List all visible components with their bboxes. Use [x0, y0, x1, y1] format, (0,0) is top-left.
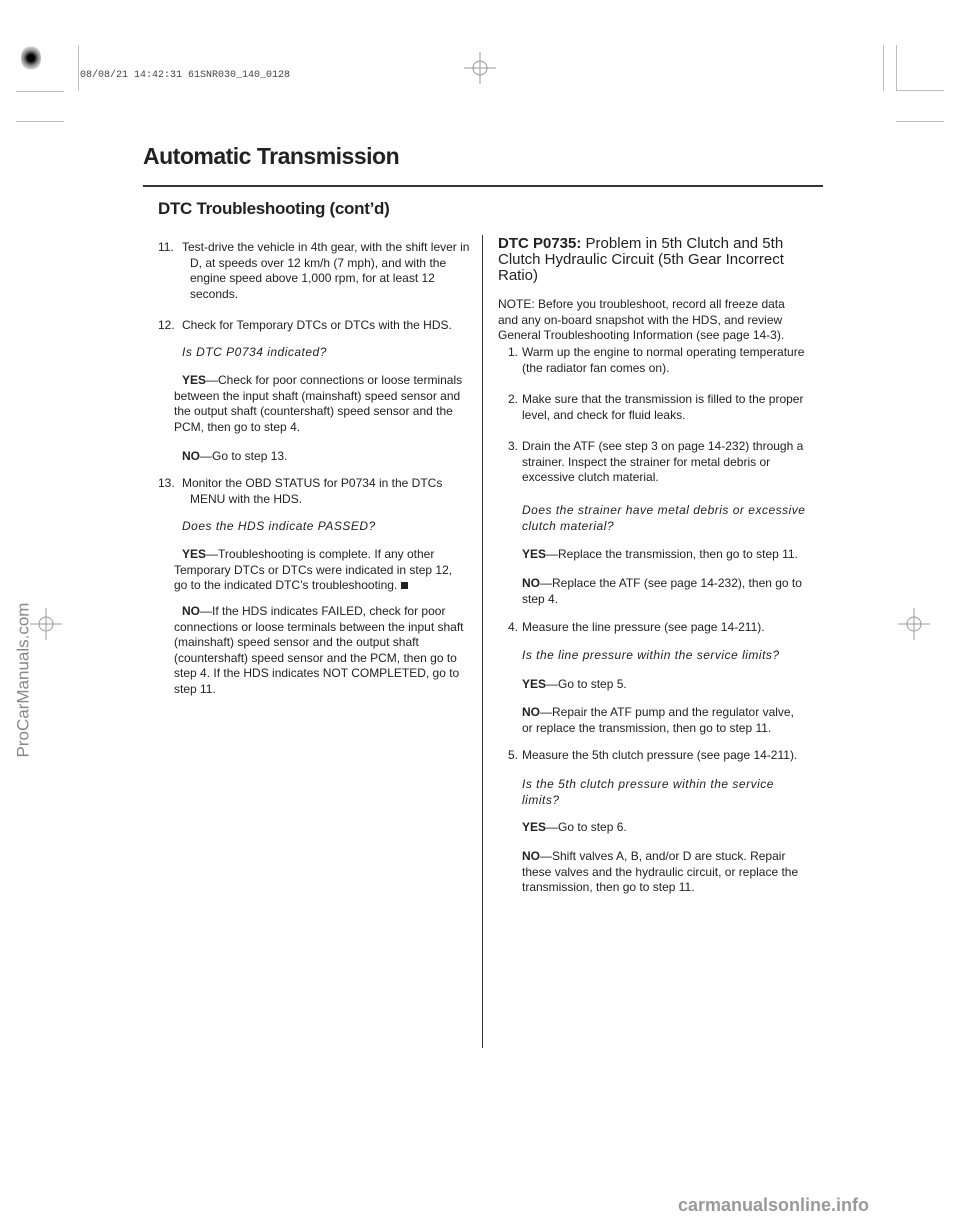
step-number: 4. — [508, 620, 519, 634]
no-label: NO — [522, 576, 540, 590]
side-watermark: ProCarManuals.com — [13, 602, 33, 758]
section-subtitle: DTC Troubleshooting (cont’d) — [158, 199, 390, 218]
question: Does the HDS indicate PASSED? — [182, 519, 376, 533]
dtc-code: DTC P0735: — [498, 235, 582, 252]
step-5: Measure the 5th clutch pressure (see page 14-211). — [522, 748, 798, 762]
dtc-heading — [498, 236, 808, 284]
question: Is DTC P0734 indicated? — [182, 345, 327, 359]
yes-answer: YES—Replace the transmission, then go to step 11. — [522, 547, 798, 561]
no-label: NO — [182, 449, 200, 463]
step-12: Check for Temporary DTCs or DTCs with the HDS. — [182, 318, 452, 332]
no-answer: NO—Go to step 13. — [182, 449, 288, 463]
answer-text: Go to step 5. — [558, 677, 627, 691]
yes-answer: YES—Go to step 5. — [522, 677, 627, 691]
step-number: 12. — [158, 318, 175, 332]
answer-text: Troubleshooting is complete. If any other Temporary DTCs or DTCs were indicated in step 12, go to the indicated DTC’s troubleshooting. — [174, 547, 453, 592]
question: Is the 5th clutch pressure within the service limits? — [522, 777, 774, 807]
crop-mark — [896, 90, 944, 91]
yes-answer: YES—Troubleshooting is complete. If any other Temporary DTCs or DTCs were indicated in step 12, go to the indicated DTC’s troubleshooting. — [174, 547, 453, 592]
question: Does the strainer have metal debris or excessive clutch material? — [522, 503, 806, 533]
step-number: 5. — [508, 748, 519, 762]
bottom-watermark: carmanualsonline.info — [678, 1195, 870, 1215]
no-answer: NO—Shift valves A, B, and/or D are stuck. Repair these valves and the hydraulic circuit, or replace the transmission, then go to step 11. — [522, 849, 799, 894]
crop-mark — [16, 91, 64, 92]
answer-text: If the HDS indicates FAILED, check for poor connections or loose terminals between the input shaft (mainshaft) speed sensor and the output shaft (countershaft) speed sensor and the PCM, then go to step 4. If the HDS indicates NOT COMPLETED, go to step 11. — [174, 604, 464, 696]
crop-mark — [883, 45, 884, 91]
no-label: NO — [522, 705, 540, 719]
step-13: Monitor the OBD STATUS for P0734 in the DTCs MENU with the HDS. — [182, 476, 443, 506]
yes-label: YES — [522, 677, 547, 691]
note: NOTE: Before you troubleshoot, record all freeze data and any on-board snapshot with the HDS, and review General Troubleshooting Information (see page 14-3). — [498, 297, 785, 342]
no-answer: NO—If the HDS indicates FAILED, check for poor connections or loose terminals between the input shaft (mainshaft) speed sensor and the output shaft (countershaft) speed sensor and the PCM, then go to step 4. If the HDS indicates NOT COMPLETED, go to step 11. — [174, 604, 464, 696]
print-stamp: 08/08/21 14:42:31 61SNR030_140_0128 — [80, 70, 291, 81]
dtc-title: Problem in 5th Clutch and 5th Clutch Hydraulic Circuit (5th Gear Incorrect Ratio) — [498, 235, 784, 284]
step-11: Test-drive the vehicle in 4th gear, with the shift lever in D, at speeds over 12 km/h (7 mph), and with the engine speed above 1,000 rpm, for at least 12 seconds. — [182, 240, 470, 301]
crosshair-icon — [898, 608, 930, 640]
crosshair-icon — [464, 52, 496, 84]
step-number: 3. — [508, 439, 519, 453]
answer-text: Go to step 13. — [212, 449, 288, 463]
step-1: Warm up the engine to normal operating temperature (the radiator fan comes on). — [522, 345, 805, 375]
end-mark-icon — [401, 582, 408, 589]
registration-target-icon — [21, 45, 41, 71]
crop-mark — [896, 121, 944, 122]
yes-label: YES — [182, 373, 207, 387]
step-number: 11. — [158, 240, 174, 254]
answer-text: Replace the ATF (see page 14-232), then go to step 4. — [522, 576, 802, 606]
crosshair-icon — [30, 608, 62, 640]
answer-text: Repair the ATF pump and the regulator valve, or replace the transmission, then go to step 11. — [522, 705, 794, 735]
step-2: Make sure that the transmission is filled to the proper level, and check for fluid leaks. — [522, 392, 804, 422]
step-number: 13. — [158, 476, 175, 490]
step-4: Measure the line pressure (see page 14-211). — [522, 620, 765, 634]
header-rule — [143, 185, 823, 187]
yes-answer: YES—Go to step 6. — [522, 820, 627, 834]
question: Is the line pressure within the service limits? — [522, 648, 780, 662]
answer-text: Shift valves A, B, and/or D are stuck. Repair these valves and the hydraulic circuit, or replace the transmission, then go to step 11. — [522, 849, 799, 894]
crop-mark — [78, 45, 79, 91]
step-number: 1. — [508, 345, 519, 359]
no-label: NO — [182, 604, 200, 618]
step-number: 2. — [508, 392, 519, 406]
page-title: Automatic Transmission — [143, 143, 400, 169]
crop-mark — [896, 45, 897, 91]
answer-text: Replace the transmission, then go to step 11. — [558, 547, 798, 561]
yes-label: YES — [522, 547, 547, 561]
no-label: NO — [522, 849, 540, 863]
yes-label: YES — [522, 820, 547, 834]
crop-mark — [16, 121, 64, 122]
yes-label: YES — [182, 547, 207, 561]
column-divider — [482, 235, 483, 1048]
answer-text: Go to step 6. — [558, 820, 627, 834]
no-answer: NO—Replace the ATF (see page 14-232), then go to step 4. — [522, 576, 802, 606]
no-answer: NO—Repair the ATF pump and the regulator valve, or replace the transmission, then go to step 11. — [522, 705, 794, 735]
step-3: Drain the ATF (see step 3 on page 14-232) through a strainer. Inspect the strainer for metal debris or excessive clutch material. — [522, 439, 804, 484]
yes-answer: YES—Check for poor connections or loose terminals between the input shaft (mainshaft) speed sensor and the output shaft (countershaft) speed sensor and the PCM, then go to step 4. — [174, 373, 463, 434]
answer-text: Check for poor connections or loose terminals between the input shaft (mainshaft) speed sensor and the output shaft (countershaft) speed sensor and the PCM, then go to step 4. — [174, 373, 463, 434]
